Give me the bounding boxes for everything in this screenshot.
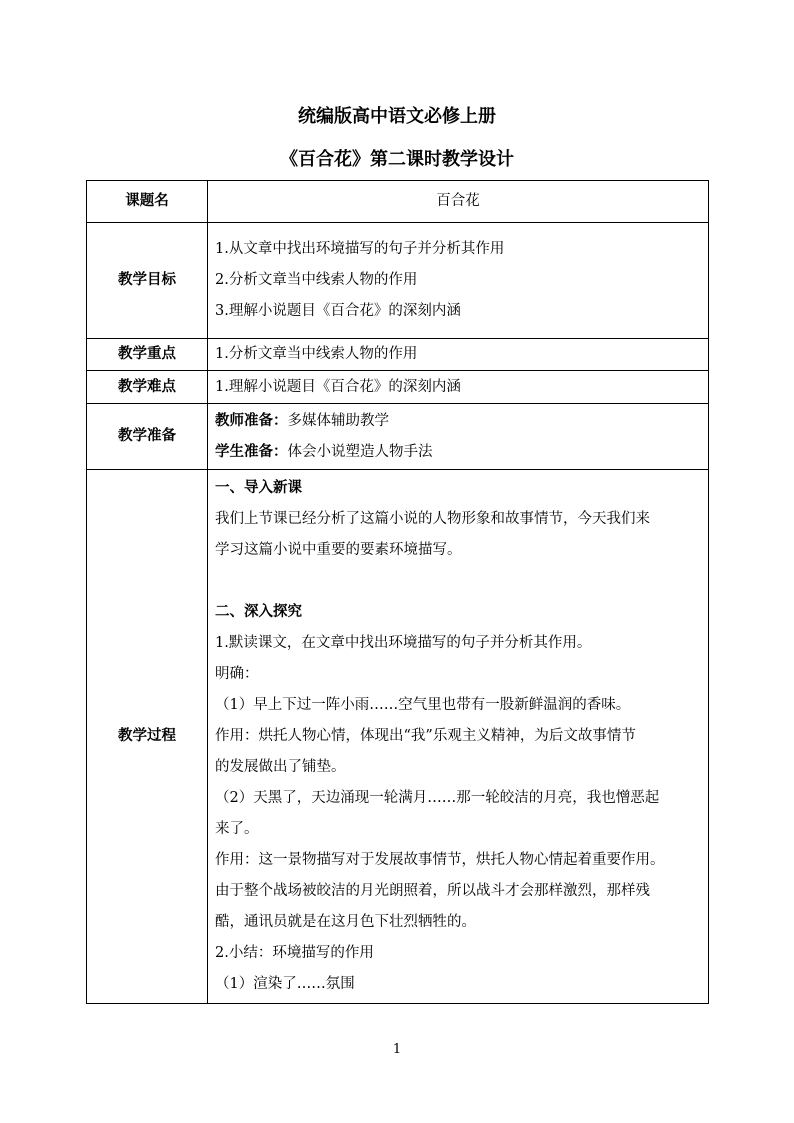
key-points-value: 1.分析文章当中线索人物的作用 xyxy=(208,339,709,371)
process-line: 作用：这一景物描写对于发展故事情节，烘托人物心情起着重要作用。 xyxy=(215,852,665,868)
process-line: 明确： xyxy=(215,666,259,682)
section-heading: 一、导入新课 xyxy=(215,480,302,496)
student-prep-value: 体会小说塑造人物手法 xyxy=(287,443,433,460)
page-number: 1 xyxy=(392,1042,402,1057)
process-line: 酷，通讯员就是在这月色下壮烈牺牲的。 xyxy=(215,914,476,930)
objective-item: 2.分析文章当中线索人物的作用 xyxy=(215,272,418,288)
section-heading: 二、深入探究 xyxy=(215,604,302,620)
process-line: 的发展做出了铺垫。 xyxy=(215,759,346,775)
objective-item: 3.理解小说题目《百合花》的深刻内涵 xyxy=(215,303,461,319)
row-objectives xyxy=(87,223,709,339)
process-line: 学习这篇小说中重要的要素环境描写。 xyxy=(215,542,462,558)
student-prep-label: 学生准备： xyxy=(215,443,288,460)
process-line: 作用：烘托人物心情，体现出“我”乐观主义精神，为后文故事情节 xyxy=(215,728,636,744)
process-line: 由于整个战场被皎洁的月光朗照着，所以战斗才会那样激烈，那样残 xyxy=(215,883,650,899)
row-preparation xyxy=(87,404,709,470)
document-title: 统编版高中语文必修上册 xyxy=(298,106,496,127)
row-key-points xyxy=(87,339,709,371)
process-line: 2.小结：环境描写的作用 xyxy=(215,945,374,961)
objectives-label: 教学目标 xyxy=(87,223,208,339)
teacher-prep-value: 多媒体辅助教学 xyxy=(287,412,389,429)
process-label: 教学过程 xyxy=(87,470,208,1004)
row-process xyxy=(87,470,709,1004)
teacher-prep-label: 教师准备： xyxy=(215,412,288,429)
process-line: 我们上节课已经分析了这篇小说的人物形象和故事情节，今天我们来 xyxy=(215,511,650,527)
objective-item: 1.从文章中找出环境描写的句子并分析其作用 xyxy=(215,241,505,257)
process-line: 1.默读课文，在文章中找出环境描写的句子并分析其作用。 xyxy=(215,635,592,651)
preparation-value xyxy=(208,404,709,470)
process-line: （2）天黑了，天边涌现一轮满月……那一轮皎洁的月亮，我也憎恶起 xyxy=(215,790,660,806)
student-preparation xyxy=(215,437,701,468)
difficulties-value: 1.理解小说题目《百合花》的深刻内涵 xyxy=(208,371,709,404)
row-difficulties xyxy=(87,371,709,404)
teacher-preparation xyxy=(215,406,701,437)
topic-label: 课题名 xyxy=(87,181,208,223)
process-line: （1）渲染了……氛围 xyxy=(215,976,355,992)
process-line: （1）早上下过一阵小雨……空气里也带有一股新鲜温润的香味。 xyxy=(215,697,631,713)
lesson-plan-table xyxy=(86,180,709,1004)
difficulties-label: 教学难点 xyxy=(87,371,208,404)
process-value xyxy=(208,470,709,1004)
topic-value: 百合花 xyxy=(208,181,709,223)
process-line: 来了。 xyxy=(215,821,259,837)
blank-line xyxy=(215,566,701,597)
objectives-value xyxy=(208,223,709,339)
row-topic xyxy=(87,181,709,223)
preparation-label: 教学准备 xyxy=(87,404,208,470)
key-points-label: 教学重点 xyxy=(87,339,208,371)
document-subtitle: 《百合花》第二课时教学设计 xyxy=(280,149,514,170)
